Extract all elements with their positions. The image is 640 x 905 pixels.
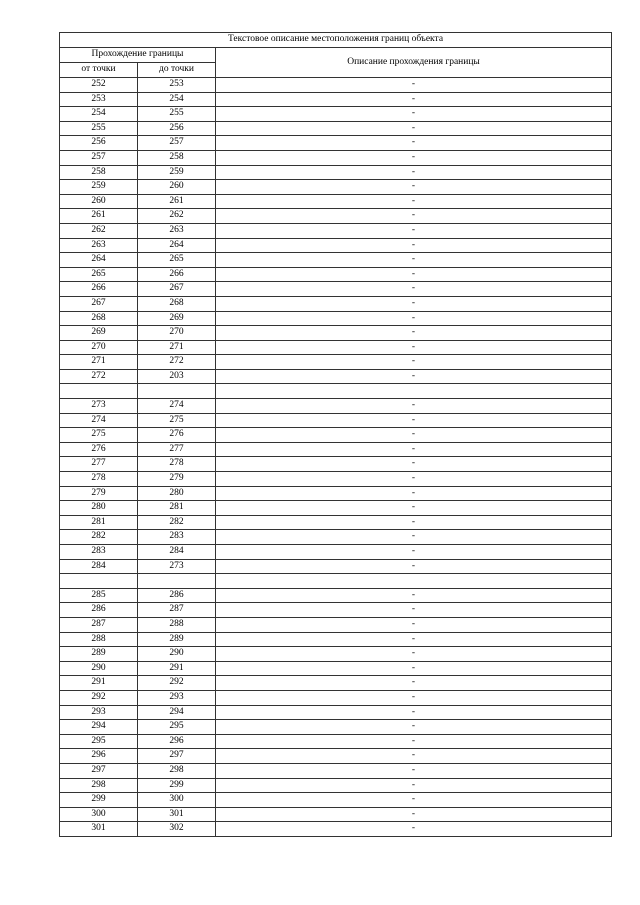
from-point-cell: 266 [60, 282, 138, 297]
from-point-cell: 255 [60, 121, 138, 136]
to-point-cell: 294 [138, 705, 216, 720]
from-point-cell: 279 [60, 486, 138, 501]
table-row [60, 136, 612, 151]
from-point-cell: 265 [60, 267, 138, 282]
description-cell: - [216, 778, 612, 793]
table-row [60, 428, 612, 443]
description-cell: - [216, 78, 612, 93]
table-row [60, 749, 612, 764]
description-cell: - [216, 457, 612, 472]
to-point-cell: 256 [138, 121, 216, 136]
table-row [60, 720, 612, 735]
from-point-cell: 300 [60, 807, 138, 822]
table-row [60, 457, 612, 472]
from-point-cell: 274 [60, 413, 138, 428]
description-cell: - [216, 209, 612, 224]
description-cell: - [216, 472, 612, 487]
description-cell: - [216, 267, 612, 282]
description-cell: - [216, 150, 612, 165]
to-point-cell: 258 [138, 150, 216, 165]
from-point-cell: 291 [60, 676, 138, 691]
boundary-description-table [59, 32, 612, 837]
to-point-cell: 272 [138, 355, 216, 370]
to-point-cell: 288 [138, 617, 216, 632]
description-cell: - [216, 238, 612, 253]
to-point-cell: 259 [138, 165, 216, 180]
from-point-cell: 259 [60, 180, 138, 195]
from-point-cell: 270 [60, 340, 138, 355]
table-row [60, 150, 612, 165]
description-cell: - [216, 720, 612, 735]
description-cell: - [216, 501, 612, 516]
to-point-cell: 265 [138, 253, 216, 268]
from-point-column-header: от точки [60, 63, 138, 78]
table-row [60, 369, 612, 384]
table-row [60, 121, 612, 136]
group-header: Прохождение границы [60, 48, 216, 63]
table-row [60, 734, 612, 749]
to-point-cell: 278 [138, 457, 216, 472]
description-cell: - [216, 734, 612, 749]
to-point-cell: 262 [138, 209, 216, 224]
to-point-cell: 290 [138, 647, 216, 662]
table-row [60, 194, 612, 209]
to-point-cell: 291 [138, 661, 216, 676]
from-point-cell: 281 [60, 515, 138, 530]
table-row [60, 472, 612, 487]
to-point-cell: 300 [138, 793, 216, 808]
to-point-cell: 270 [138, 326, 216, 341]
table-row [60, 588, 612, 603]
table-row [60, 545, 612, 560]
description-cell: - [216, 763, 612, 778]
table-row [60, 223, 612, 238]
description-cell: - [216, 793, 612, 808]
description-cell: - [216, 588, 612, 603]
table-row [60, 763, 612, 778]
from-point-cell [60, 384, 138, 399]
from-point-cell: 286 [60, 603, 138, 618]
description-cell [216, 574, 612, 589]
table-row [60, 647, 612, 662]
table-row [60, 661, 612, 676]
from-point-cell: 257 [60, 150, 138, 165]
to-point-cell [138, 574, 216, 589]
table-row [60, 282, 612, 297]
to-point-cell: 264 [138, 238, 216, 253]
description-cell: - [216, 690, 612, 705]
description-cell: - [216, 428, 612, 443]
to-point-cell: 296 [138, 734, 216, 749]
from-point-cell: 264 [60, 253, 138, 268]
description-cell: - [216, 399, 612, 414]
table-row [60, 340, 612, 355]
table-row [60, 690, 612, 705]
from-point-cell: 272 [60, 369, 138, 384]
to-point-cell: 268 [138, 296, 216, 311]
from-point-cell: 253 [60, 92, 138, 107]
to-point-column-header: до точки [138, 63, 216, 78]
to-point-cell: 274 [138, 399, 216, 414]
description-cell: - [216, 515, 612, 530]
from-point-cell: 258 [60, 165, 138, 180]
table-title: Текстовое описание местоположения границ объекта [60, 33, 612, 48]
from-point-cell: 295 [60, 734, 138, 749]
table-row [60, 92, 612, 107]
table-row [60, 165, 612, 180]
to-point-cell: 255 [138, 107, 216, 122]
to-point-cell: 263 [138, 223, 216, 238]
table-row [60, 501, 612, 516]
table-row [60, 384, 612, 399]
to-point-cell: 295 [138, 720, 216, 735]
table-row [60, 326, 612, 341]
table-row [60, 793, 612, 808]
table-row [60, 107, 612, 122]
to-point-cell: 280 [138, 486, 216, 501]
from-point-cell: 276 [60, 442, 138, 457]
description-cell: - [216, 632, 612, 647]
description-cell: - [216, 705, 612, 720]
description-cell [216, 384, 612, 399]
description-cell: - [216, 223, 612, 238]
from-point-cell: 297 [60, 763, 138, 778]
from-point-cell: 292 [60, 690, 138, 705]
description-cell: - [216, 194, 612, 209]
table-row [60, 180, 612, 195]
from-point-cell: 282 [60, 530, 138, 545]
from-point-cell: 262 [60, 223, 138, 238]
from-point-cell: 277 [60, 457, 138, 472]
description-cell: - [216, 180, 612, 195]
table-row [60, 822, 612, 837]
from-point-cell: 254 [60, 107, 138, 122]
description-cell: - [216, 121, 612, 136]
table-row [60, 632, 612, 647]
table-row [60, 574, 612, 589]
from-point-cell: 268 [60, 311, 138, 326]
to-point-cell: 253 [138, 78, 216, 93]
table-row [60, 238, 612, 253]
table-row [60, 515, 612, 530]
to-point-cell: 203 [138, 369, 216, 384]
table-row [60, 486, 612, 501]
to-point-cell: 276 [138, 428, 216, 443]
from-point-cell: 278 [60, 472, 138, 487]
from-point-cell: 294 [60, 720, 138, 735]
to-point-cell: 271 [138, 340, 216, 355]
to-point-cell: 279 [138, 472, 216, 487]
table-row [60, 617, 612, 632]
from-point-cell [60, 574, 138, 589]
table-body [60, 78, 612, 837]
table-row [60, 778, 612, 793]
to-point-cell: 260 [138, 180, 216, 195]
table-row [60, 705, 612, 720]
description-cell: - [216, 311, 612, 326]
to-point-cell: 298 [138, 763, 216, 778]
table-row [60, 267, 612, 282]
table-row [60, 355, 612, 370]
table-row [60, 209, 612, 224]
from-point-cell: 289 [60, 647, 138, 662]
description-column-header: Описание прохождения границы [216, 48, 612, 78]
to-point-cell: 302 [138, 822, 216, 837]
description-cell: - [216, 617, 612, 632]
from-point-cell: 301 [60, 822, 138, 837]
table-row [60, 603, 612, 618]
from-point-cell: 252 [60, 78, 138, 93]
to-point-cell: 289 [138, 632, 216, 647]
to-point-cell: 277 [138, 442, 216, 457]
to-point-cell: 297 [138, 749, 216, 764]
to-point-cell: 293 [138, 690, 216, 705]
to-point-cell: 273 [138, 559, 216, 574]
from-point-cell: 296 [60, 749, 138, 764]
from-point-cell: 287 [60, 617, 138, 632]
description-cell: - [216, 647, 612, 662]
to-point-cell: 281 [138, 501, 216, 516]
description-cell: - [216, 296, 612, 311]
from-point-cell: 293 [60, 705, 138, 720]
to-point-cell: 267 [138, 282, 216, 297]
description-cell: - [216, 355, 612, 370]
from-point-cell: 298 [60, 778, 138, 793]
to-point-cell: 292 [138, 676, 216, 691]
document-page [59, 32, 611, 837]
description-cell: - [216, 282, 612, 297]
from-point-cell: 284 [60, 559, 138, 574]
description-cell: - [216, 136, 612, 151]
to-point-cell: 266 [138, 267, 216, 282]
to-point-cell: 287 [138, 603, 216, 618]
table-row [60, 807, 612, 822]
to-point-cell: 254 [138, 92, 216, 107]
description-cell: - [216, 442, 612, 457]
to-point-cell: 257 [138, 136, 216, 151]
description-cell: - [216, 326, 612, 341]
table-row [60, 296, 612, 311]
to-point-cell: 269 [138, 311, 216, 326]
from-point-cell: 271 [60, 355, 138, 370]
description-cell: - [216, 676, 612, 691]
description-cell: - [216, 822, 612, 837]
from-point-cell: 256 [60, 136, 138, 151]
table-row [60, 311, 612, 326]
from-point-cell: 283 [60, 545, 138, 560]
to-point-cell: 284 [138, 545, 216, 560]
table-row [60, 559, 612, 574]
description-cell: - [216, 340, 612, 355]
from-point-cell: 280 [60, 501, 138, 516]
description-cell: - [216, 107, 612, 122]
description-cell: - [216, 807, 612, 822]
description-cell: - [216, 749, 612, 764]
table-row [60, 413, 612, 428]
description-cell: - [216, 369, 612, 384]
to-point-cell: 275 [138, 413, 216, 428]
to-point-cell: 286 [138, 588, 216, 603]
from-point-cell: 285 [60, 588, 138, 603]
from-point-cell: 273 [60, 399, 138, 414]
from-point-cell: 290 [60, 661, 138, 676]
to-point-cell: 261 [138, 194, 216, 209]
from-point-cell: 269 [60, 326, 138, 341]
from-point-cell: 263 [60, 238, 138, 253]
table-row [60, 253, 612, 268]
from-point-cell: 261 [60, 209, 138, 224]
table-row [60, 78, 612, 93]
table-row [60, 530, 612, 545]
description-cell: - [216, 603, 612, 618]
from-point-cell: 299 [60, 793, 138, 808]
to-point-cell: 301 [138, 807, 216, 822]
to-point-cell: 299 [138, 778, 216, 793]
description-cell: - [216, 545, 612, 560]
description-cell: - [216, 530, 612, 545]
description-cell: - [216, 661, 612, 676]
description-cell: - [216, 413, 612, 428]
to-point-cell [138, 384, 216, 399]
table-row [60, 399, 612, 414]
from-point-cell: 267 [60, 296, 138, 311]
description-cell: - [216, 559, 612, 574]
from-point-cell: 260 [60, 194, 138, 209]
table-row [60, 676, 612, 691]
to-point-cell: 282 [138, 515, 216, 530]
description-cell: - [216, 486, 612, 501]
table-row [60, 442, 612, 457]
description-cell: - [216, 92, 612, 107]
from-point-cell: 275 [60, 428, 138, 443]
description-cell: - [216, 253, 612, 268]
from-point-cell: 288 [60, 632, 138, 647]
to-point-cell: 283 [138, 530, 216, 545]
description-cell: - [216, 165, 612, 180]
